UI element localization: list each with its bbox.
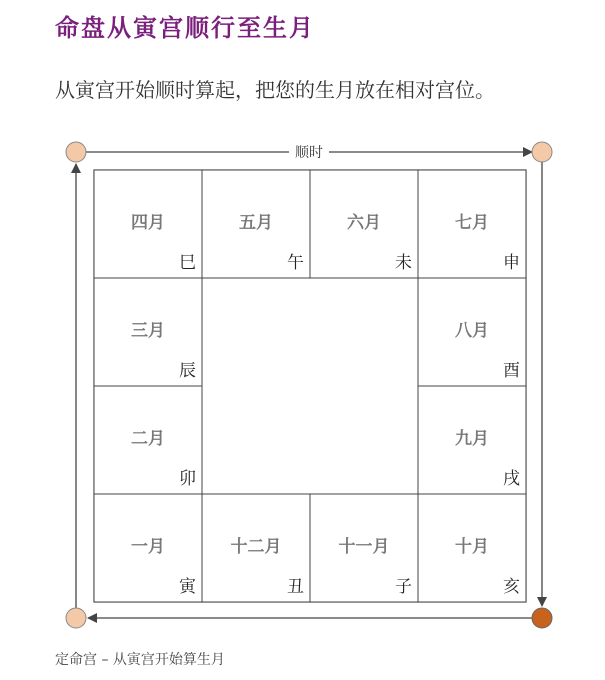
palace-cell: [418, 170, 526, 278]
palace-branch: 寅: [179, 577, 196, 597]
palace-cell: [94, 494, 202, 602]
palace-branch: 巳: [179, 253, 196, 273]
palace-month: 五月: [239, 213, 273, 233]
palace-month: 八月: [455, 321, 489, 341]
palace-branch: 戌: [503, 469, 520, 489]
palace-cell: [202, 494, 310, 602]
palace-branch: 亥: [503, 577, 520, 597]
palace-cell: [418, 494, 526, 602]
palace-branch: 午: [287, 253, 304, 273]
palace-month: 三月: [131, 321, 165, 341]
palace-month: 九月: [455, 429, 489, 449]
palace-month: 六月: [347, 213, 381, 233]
direction-label: 顺时: [295, 145, 323, 161]
palace-month: 十一月: [338, 537, 390, 557]
palace-branch: 未: [395, 253, 412, 273]
palace-cell: [94, 386, 202, 494]
palace-branch: 子: [395, 577, 412, 597]
corner-dot-bottom-right: [532, 608, 552, 628]
palace-branch: 酉: [503, 361, 520, 381]
intro-text: 从寅宫开始顺时算起，把您的生月放在相对宫位。: [55, 78, 495, 102]
palace-branch: 辰: [179, 361, 196, 381]
palace-cell: [418, 386, 526, 494]
palace-month: 二月: [131, 429, 165, 449]
palace-cell: [202, 170, 310, 278]
corner-dot-top-left: [66, 142, 86, 162]
palace-month: 七月: [455, 213, 489, 233]
page-title: 命盘从寅宫顺行至生月: [55, 13, 315, 42]
palace-cell: [94, 170, 202, 278]
palace-branch: 丑: [287, 577, 304, 597]
palace-branch: 申: [503, 253, 520, 273]
palace-branch: 卯: [179, 469, 196, 489]
palace-month: 四月: [131, 213, 165, 233]
figure-caption: 定命宫 – 从寅宫开始算生月: [55, 652, 225, 668]
palace-month: 十月: [455, 537, 489, 557]
palace-cell: [94, 278, 202, 386]
palace-month: 一月: [131, 537, 165, 557]
corner-dot-bottom-left: [66, 608, 86, 628]
corner-dot-top-right: [532, 142, 552, 162]
palace-cell: [418, 278, 526, 386]
palace-cell: [310, 494, 418, 602]
palace-month: 十二月: [230, 537, 282, 557]
palace-cell: [310, 170, 418, 278]
